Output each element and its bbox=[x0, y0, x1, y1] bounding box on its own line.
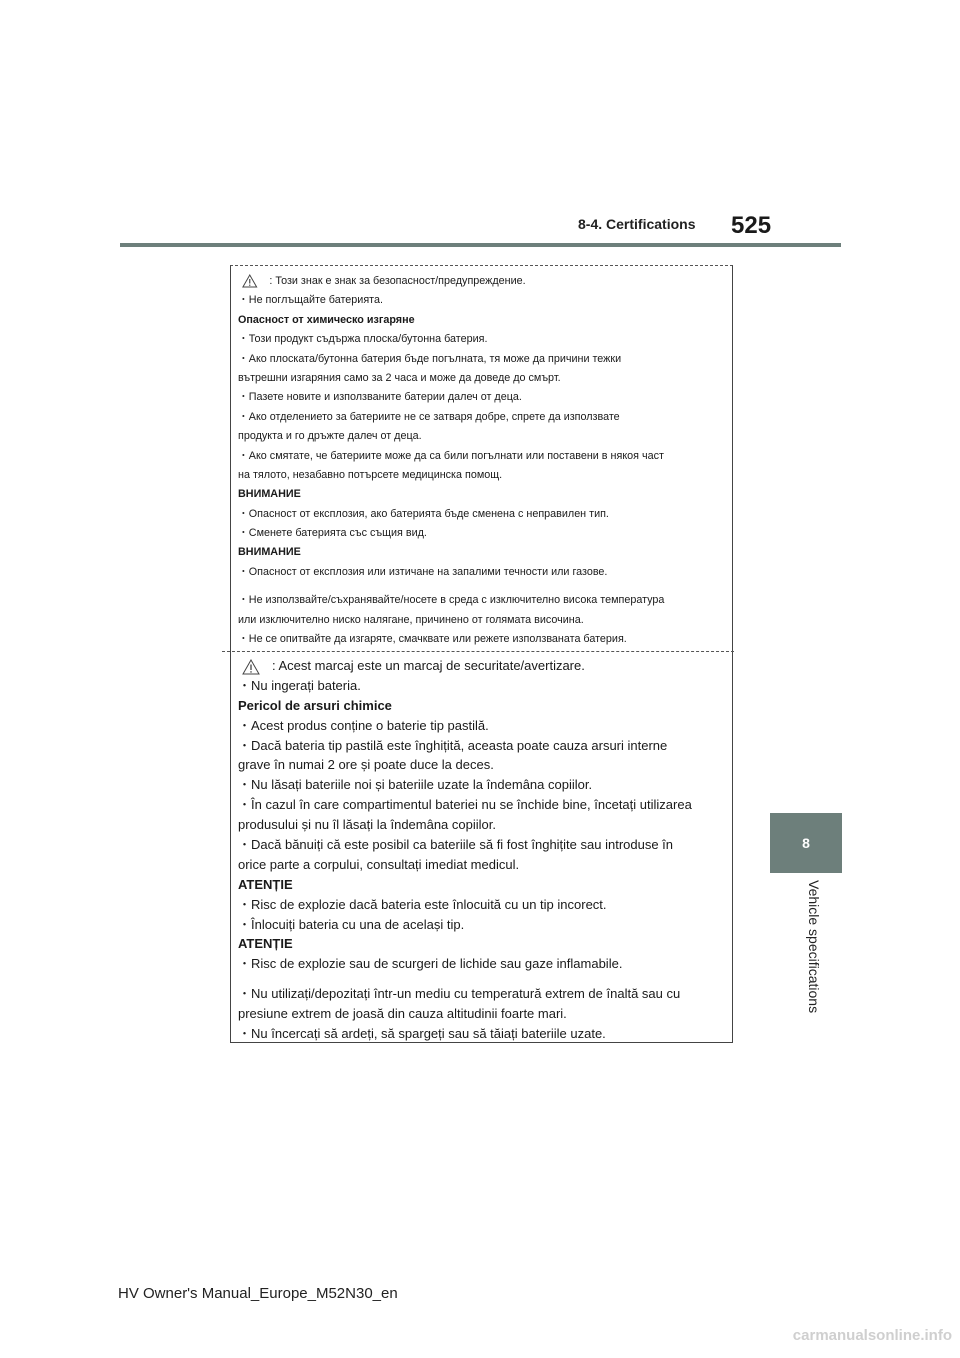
bg-line: или изключително ниско налягане, причинено от голямата височина. bbox=[238, 613, 584, 626]
ro-line: ・Nu utilizați/depozitați într-un mediu cu temperatură extrem de înaltă sau cu bbox=[238, 986, 681, 1002]
ro-warning-text: : Acest marcaj este un marcaj de securitate/avertizare. bbox=[272, 658, 585, 673]
ro-line: ・Înlocuiți bateria cu una de același tip. bbox=[238, 916, 465, 932]
bg-warning-text: : Този знак е знак за безопасност/предупреждение. bbox=[269, 275, 526, 287]
bg-line: ・Сменете батерията със същия вид. bbox=[238, 527, 427, 540]
bg-line: ・Не използвайте/съхранявайте/носете в среда с изключително висока температура bbox=[238, 594, 665, 607]
warning-triangle-icon bbox=[242, 274, 258, 288]
header-divider bbox=[120, 243, 841, 247]
ro-line: ・Nu lăsați bateriile noi și bateriile uzate la îndemâna copiilor. bbox=[238, 777, 593, 793]
bg-line: ・Не се опитвайте да изгаряте, смачквате или режете използваната батерия. bbox=[238, 633, 627, 646]
ro-line: ・Nu încercați să ardeți, să spargeți sau să tăiați bateriile uzate. bbox=[238, 1026, 606, 1042]
ro-line: grave în numai 2 ore și poate duce la deces. bbox=[238, 757, 494, 773]
romanian-warning-block bbox=[238, 656, 726, 1044]
bg-line: ・Ако смятате, че батериите може да са били погълнати или поставени в някоя част bbox=[238, 449, 664, 462]
section-title: 8-4. Certifications bbox=[578, 216, 696, 232]
bg-line: продукта и го дръжте далеч от деца. bbox=[238, 430, 422, 443]
ro-heading: Pericol de arsuri chimice bbox=[238, 697, 392, 713]
bg-heading: ВНИМАНИЕ bbox=[238, 488, 301, 501]
bg-warning-line bbox=[238, 272, 716, 291]
bg-heading: ВНИМАНИЕ bbox=[238, 546, 301, 559]
chapter-tab[interactable] bbox=[770, 813, 842, 873]
bg-line: ・Не поглъщайте батерията. bbox=[238, 294, 383, 307]
bg-line: ・Опасност от експлозия, ако батерията бъде сменена с неправилен тип. bbox=[238, 507, 609, 520]
bg-heading: Опасност от химическо изгаряне bbox=[238, 313, 415, 326]
bg-line: ・Ако отделението за батериите не се затваря добре, спрете да използвате bbox=[238, 410, 620, 423]
ro-line: ・Risc de explozie dacă bateria este înlocuită cu un tip incorect. bbox=[238, 896, 607, 912]
ro-heading: ATENȚIE bbox=[238, 936, 293, 952]
warning-triangle-icon bbox=[242, 659, 260, 675]
ro-line: ・Nu ingerați bateria. bbox=[238, 677, 361, 693]
ro-line: orice parte a corpului, consultați imediat medicul. bbox=[238, 856, 520, 872]
ro-line: presiune extrem de joasă din cauza altitudinii foarte mari. bbox=[238, 1006, 567, 1022]
ro-line: ・Risc de explozie sau de scurgeri de lichide sau gaze inflamabile. bbox=[238, 956, 623, 972]
ro-line: ・Dacă bănuiți că este posibil ca bateriile să fi fost înghițite sau introduse în bbox=[238, 837, 674, 853]
chapter-label: Vehicle specifications bbox=[806, 880, 822, 1014]
ro-line: produsului și nu îl lăsați la îndemâna copiilor. bbox=[238, 817, 496, 833]
language-divider bbox=[222, 651, 734, 652]
ro-warning-line bbox=[238, 656, 726, 676]
ro-line: ・În cazul în care compartimentul bateriei nu se închide bine, încetați utilizarea bbox=[238, 797, 692, 813]
ro-line: ・Dacă bateria tip pastilă este înghițită, aceasta poate cauza arsuri interne bbox=[238, 737, 668, 753]
ro-line: ・Acest produs conține o baterie tip pastilă. bbox=[238, 717, 489, 733]
manual-footer: HV Owner's Manual_Europe_M52N30_en bbox=[118, 1285, 398, 1302]
ro-heading: ATENȚIE bbox=[238, 876, 293, 892]
chapter-number: 8 bbox=[802, 835, 810, 851]
page-number: 525 bbox=[731, 212, 772, 239]
bg-line: на тялото, незабавно потърсете медицинска помощ. bbox=[238, 468, 503, 481]
bg-line: ・Ако плоската/бутонна батерия бъде погълната, тя може да причини тежки bbox=[238, 352, 622, 365]
bg-line: вътрешни изгаряния само за 2 часа и може да доведе до смърт. bbox=[238, 371, 561, 384]
bg-line: ・Пазете новите и използваните батерии далеч от деца. bbox=[238, 391, 522, 404]
bg-line: ・Този продукт съдържа плоска/бутонна батерия. bbox=[238, 333, 488, 346]
bg-line: ・Опасност от експлозия или изтичане на запалими течности или газове. bbox=[238, 565, 608, 578]
bulgarian-warning-block bbox=[238, 272, 726, 649]
watermark: carmanualsonline.info bbox=[792, 1327, 952, 1344]
